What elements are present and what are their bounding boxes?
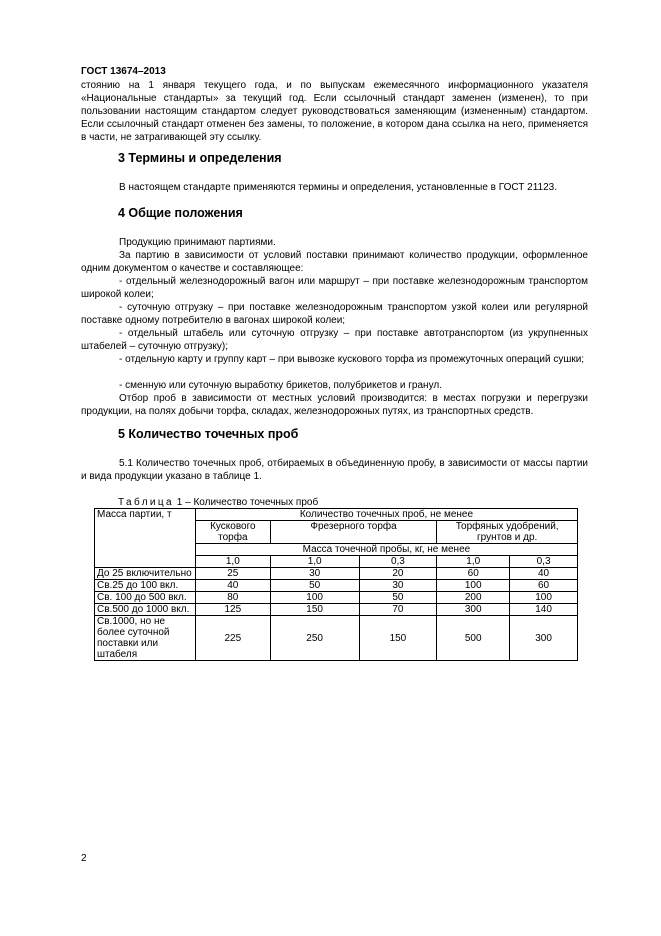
section-5-paragraph-1: 5.1 Количество точечных проб, отбираемых в объединенную пробу, в зависимости от массы партии и вида продукции указано в таблице 1. [81, 458, 588, 482]
table-cell: 100 [270, 592, 359, 604]
table-cell: 250 [270, 616, 359, 661]
table-header-frezerny: Фрезерного торфа [270, 521, 437, 544]
table-header-fertilizer: Торфяных удобрений, грунтов и др. [437, 521, 578, 544]
table-cell: 100 [510, 592, 578, 604]
table-sample-mass-cell: 0,3 [510, 556, 578, 568]
table-row [95, 604, 578, 616]
table-cell: 20 [359, 568, 437, 580]
table-row-label: Св. 100 до 500 вкл. [95, 592, 196, 604]
section-4-list-item: - суточную отгрузку – при поставке железнодорожным транспортом узкой колеи или регулярной поставке одному потребителю в вагонах широкой колеи; [81, 302, 588, 326]
section-4-paragraph-3: Отбор проб в зависимости от местных условий производится: в местах погрузки и перегрузки продукции, на полях добычи торфа, складах, железнодорожных путях, из транспортных средств. [81, 393, 588, 417]
table-header-sample-mass: Масса точечной пробы, кг, не менее [195, 544, 577, 556]
table-row [95, 568, 578, 580]
table-cell: 300 [437, 604, 510, 616]
table-row [95, 592, 578, 604]
table-cell: 50 [270, 580, 359, 592]
table-cell: 40 [510, 568, 578, 580]
table-cell: 150 [359, 616, 437, 661]
table-sample-mass-cell: 0,3 [359, 556, 437, 568]
sample-count-table [94, 508, 578, 661]
table-sample-mass-cell: 1,0 [195, 556, 270, 568]
table-row [95, 580, 578, 592]
table-row-label: До 25 включительно [95, 568, 196, 580]
table-header-count: Количество точечных проб, не менее [195, 509, 577, 521]
section-4-list-item: - отдельную карту и группу карт – при вывозке кускового торфа из промежуточных операций сушки; [119, 354, 585, 365]
table-caption-text: 1 – Количество точечных проб [174, 497, 319, 508]
table-cell: 125 [195, 604, 270, 616]
table-row-label: Св.1000, но не более суточной поставки или штабеля [95, 616, 196, 661]
table-header-kuskovoy: Кускового торфа [195, 521, 270, 544]
table-cell: 30 [270, 568, 359, 580]
table-cell: 100 [437, 580, 510, 592]
section-3-text: В настоящем стандарте применяются термины и определения, установленные в ГОСТ 21123. [119, 182, 558, 193]
table-cell: 200 [437, 592, 510, 604]
section-3-title: 3 Термины и определения [118, 151, 282, 165]
table-cell: 50 [359, 592, 437, 604]
table-header-mass: Масса партии, т [95, 509, 196, 568]
table-row-label: Св.25 до 100 вкл. [95, 580, 196, 592]
table-cell: 150 [270, 604, 359, 616]
table-cell: 40 [195, 580, 270, 592]
table-row-label: Св.500 до 1000 вкл. [95, 604, 196, 616]
section-4-title: 4 Общие положения [118, 206, 243, 220]
intro-paragraph: стоянию на 1 января текущего года, и по выпускам ежемесячного информационного указателя «Национальные стандарты» за текущий год. Если ссылочный стандарт заменен (изменен), то при пользовании настоящим стандартом следует руководствоваться заменяющим (измененным) стандартом. Если ссылочный стандарт отменен без замены, то положение, в котором дана ссылка на него, применяется в части, не затрагивающей эту ссылку. [81, 80, 588, 143]
table-sample-mass-cell: 1,0 [437, 556, 510, 568]
section-4-list-item: - отдельный штабель или суточную отгрузку – при поставке автотранспортом (из укрупненных штабелей – суточную отгрузку); [81, 328, 588, 352]
table-cell: 300 [510, 616, 578, 661]
table-cell: 30 [359, 580, 437, 592]
section-4-paragraph-2: За партию в зависимости от условий поставки принимают количество продукции, оформленное одним документом о качестве и составляющее: [81, 250, 588, 274]
table-row [95, 616, 578, 661]
table-sample-mass-cell: 1,0 [270, 556, 359, 568]
page-number: 2 [81, 853, 87, 864]
section-4-list-item: - сменную или суточную выработку брикетов, полубрикетов и гранул. [119, 380, 442, 391]
table-cell: 60 [510, 580, 578, 592]
table-cell: 225 [195, 616, 270, 661]
table-cell: 80 [195, 592, 270, 604]
table-caption-word: Таблица [118, 497, 175, 508]
table-cell: 140 [510, 604, 578, 616]
table-cell: 70 [359, 604, 437, 616]
table-cell: 25 [195, 568, 270, 580]
table-cell: 500 [437, 616, 510, 661]
document-header-code: ГОСТ 13674–2013 [81, 66, 166, 77]
section-4-list-item: - отдельный железнодорожный вагон или маршрут – при поставке железнодорожным транспортом широкой колеи; [81, 276, 588, 300]
section-4-paragraph-1: Продукцию принимают партиями. [119, 237, 276, 248]
section-5-title: 5 Количество точечных проб [118, 427, 299, 441]
table-cell: 60 [437, 568, 510, 580]
